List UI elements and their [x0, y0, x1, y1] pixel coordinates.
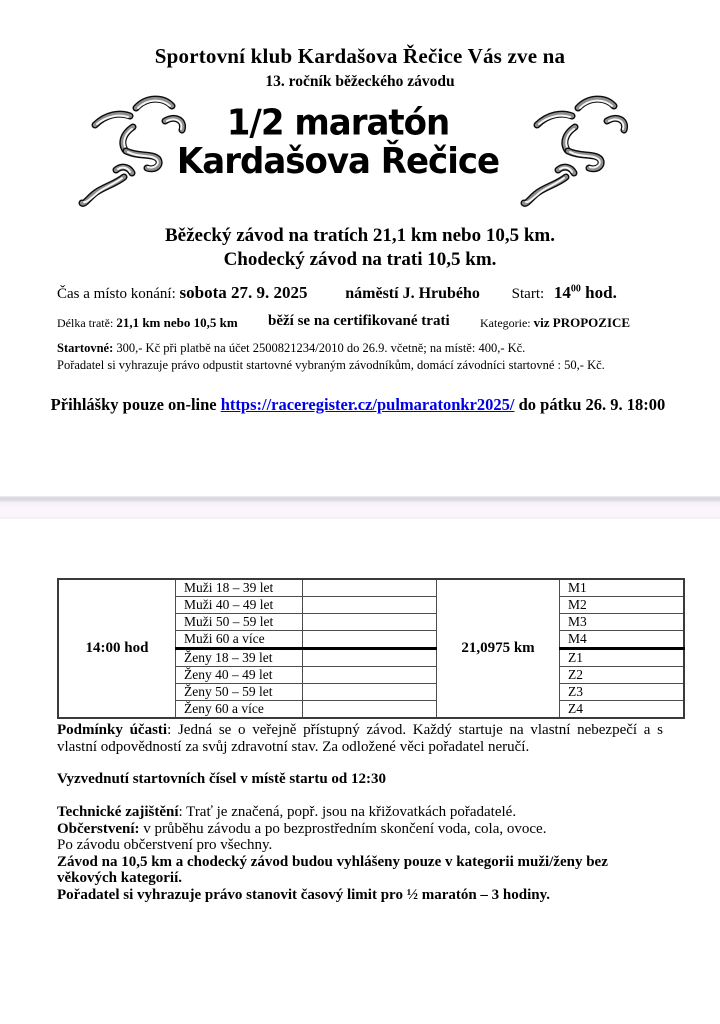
code-cell: M3	[560, 614, 685, 631]
code-cell: M2	[560, 597, 685, 614]
club-invite-title: Sportovní klub Kardašova Řečice Vás zve na	[154, 44, 566, 68]
event-title-line2: Kardašova Řečice	[176, 140, 500, 183]
race-line-running: Běžecký závod na tratích 21,1 km nebo 10,5 km.	[164, 225, 555, 246]
when-where-label: Čas a místo konání:	[57, 286, 176, 302]
refreshment-text: v průběhu závodu a po bezprostředním skončení voda, cola, ovoce.	[143, 820, 547, 837]
when-where-line	[57, 283, 677, 303]
table-row	[58, 579, 684, 597]
edition-subtitle: 13. ročník běžeckého závodu	[265, 73, 455, 90]
categories-table	[57, 578, 685, 719]
technical-paragraph	[57, 804, 663, 821]
empty-cell	[303, 614, 437, 631]
empty-cell	[303, 579, 437, 597]
technical-label: Technické zajištění	[57, 804, 179, 820]
refreshment-label: Občerstvení:	[57, 820, 140, 837]
empty-cell	[303, 649, 437, 667]
category-cell: Ženy 40 – 49 let	[176, 667, 303, 684]
registration-suffix: do pátku 26. 9. 18:00	[518, 395, 666, 414]
category-cell: Muži 60 a více	[176, 631, 303, 649]
track-length	[57, 315, 238, 331]
race-line-walking: Chodecký závod na trati 10,5 km.	[223, 249, 497, 270]
code-cell: M1	[560, 579, 685, 597]
start-label: Start:	[511, 286, 545, 302]
refreshment-paragraph	[57, 821, 663, 838]
registration-prefix: Přihlášky pouze on-line	[50, 395, 217, 414]
code-cell: M4	[560, 631, 685, 649]
entry-fee-block	[57, 340, 667, 374]
registration-link[interactable]: https://raceregister.cz/pulmaratonkr2025/	[220, 395, 515, 414]
empty-cell	[303, 701, 437, 719]
start-time-cell: 14:00 hod	[58, 579, 176, 718]
race-description	[0, 224, 720, 272]
start-time: $14^{00}$ hod.	[553, 283, 617, 302]
start-time-superscript: 00	[570, 283, 581, 295]
time-limit-note: Pořadatel si vyhrazuje právo stanovit časový limit pro ½ maratón – 3 hodiny.	[57, 886, 551, 903]
track-length-label: Délka tratě:	[57, 316, 114, 330]
category-label: Kategorie:	[480, 316, 531, 330]
track-info-line	[0, 315, 720, 333]
entry-fee-line1	[57, 340, 667, 357]
track-length-value: 21,1 km nebo 10,5 km	[116, 315, 238, 330]
page-break-separator	[0, 496, 720, 519]
empty-cell	[303, 684, 437, 701]
category-cell: Ženy 50 – 59 let	[176, 684, 303, 701]
race-place: náměstí J. Hrubého	[345, 285, 480, 302]
code-cell: Z4	[560, 701, 685, 719]
category-cell: Muži 50 – 59 let	[176, 614, 303, 631]
registration-line	[0, 395, 716, 415]
category-cell: Muži 40 – 49 let	[176, 597, 303, 614]
category-info	[480, 315, 630, 331]
empty-cell	[303, 667, 437, 684]
conditions-label: Podmínky účasti	[57, 722, 168, 738]
event-title	[0, 102, 676, 183]
distance-cell: 21,0975 km	[437, 579, 560, 718]
technical-text: : Trať je značená, popř. jsou na křižovatkách pořadatelé.	[178, 804, 517, 820]
code-cell: Z2	[560, 667, 685, 684]
empty-cell	[303, 597, 437, 614]
bib-pickup-note: Vyzvednutí startovních čísel v místě startu od 12:30	[57, 771, 387, 787]
conditions-paragraph	[57, 722, 663, 756]
category-cell: Ženy 18 – 39 let	[176, 649, 303, 667]
certified-track-note: běží se na certifikované trati	[268, 313, 450, 329]
terms-section	[57, 722, 663, 903]
event-title-line1: 1/2 maratón	[226, 102, 450, 145]
entry-fee-line2: Pořadatel si vyhrazuje právo odpustit startovné vybraným závodníkům, domácí závodníci startovné : 50,- Kč.	[57, 358, 605, 372]
category-cell: Muži 18 – 39 let	[176, 579, 303, 597]
announcement-note: Závod na 10,5 km a chodecký závod budou vyhlášeny pouze v kategorii muži/ženy bez věkových kategorií.	[57, 853, 608, 886]
category-value: viz PROPOZICE	[533, 315, 631, 330]
code-cell: Z3	[560, 684, 685, 701]
conditions-text: : Jedná se o veřejně přístupný závod. Každý startuje na vlastní nebezpečí a s vlastní odpovědností za svůj zdravotní stav. Za odložené věci pořadatel neručí.	[57, 722, 663, 755]
empty-cell	[303, 631, 437, 649]
category-cell: Ženy 60 a více	[176, 701, 303, 719]
code-cell: Z1	[560, 649, 685, 667]
refreshment-after-note: Po závodu občerstvení pro všechny.	[57, 837, 273, 853]
entry-fee-text: 300,- Kč při platbě na účet 2500821234/2010 do 26.9. včetně; na místě: 400,- Kč.	[116, 341, 526, 355]
entry-fee-label: Startovné:	[57, 341, 114, 355]
race-date: sobota 27. 9. 2025	[179, 283, 308, 302]
